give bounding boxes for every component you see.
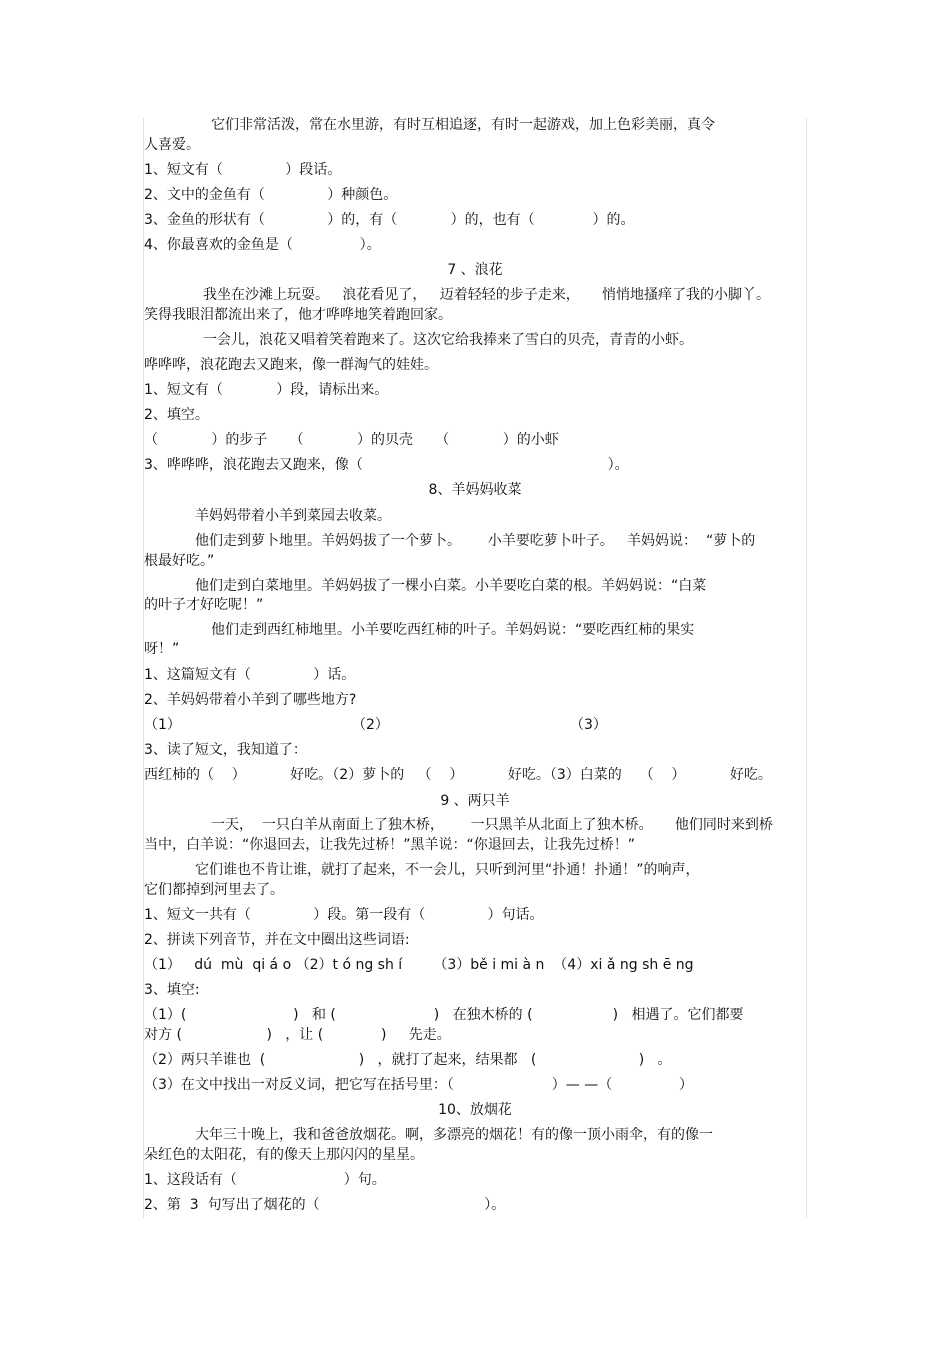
fill-in-1-line-1: （1）( ) 和 ( ) 在独木桥的 ( ) 相遇了。它们都要 <box>144 1007 744 1023</box>
sheep-passage-line-2: 他们走到萝卜地里。羊妈妈拔了一个萝卜。 小羊要吃萝卜叶子。 羊妈妈说： “萝卜的 <box>195 533 756 549</box>
fill-in-2: （2）两只羊谁也 ( ) ，就打了起来，结果都 ( ) 。 <box>144 1052 672 1068</box>
question-2: 2、文中的金鱼有（ ）种颜色。 <box>144 187 398 203</box>
fill-in-row: （ ）的步子 （ ）的贝壳 （ ）的小虾 <box>144 432 559 448</box>
fill-in-3: （3）在文中找出一对反义词，把它写在括号里：（ ）— —（ ） <box>144 1077 694 1093</box>
fireworks-passage-line-1: 大年三十晚上，我和爸爸放烟花。啊，多漂亮的烟花！有的像一顶小雨伞，有的像一 <box>195 1127 713 1143</box>
question-3: 3、读了短文，我知道了： <box>144 742 307 758</box>
answer-slot-2: （2） <box>352 717 389 733</box>
waves-passage-line-4: 哗哗哗，浪花跑去又跑来，像一群淘气的娃娃。 <box>144 357 438 373</box>
two-sheep-passage-line-4: 它们都掉到河里去了。 <box>144 882 284 898</box>
question-2: 2、第 3 句写出了烟花的（ ）。 <box>144 1197 506 1213</box>
question-1: 1、这段话有（ ）句。 <box>144 1172 386 1188</box>
fill-in-1-line-2: 对方 ( ) ，让 ( ) 先走。 <box>144 1027 451 1043</box>
goldfish-passage-line-2: 人喜爱。 <box>144 137 200 153</box>
sheep-passage-line-7: 呀！” <box>144 641 180 657</box>
sheep-passage-line-5: 的叶子才好吃呢！” <box>144 597 264 613</box>
question-2: 2、填空。 <box>144 407 209 423</box>
question-3: 3、哗哗哗，浪花跑去又跑来，像（ ）。 <box>144 457 629 473</box>
question-3: 3、填空: <box>144 982 200 998</box>
sheep-passage-line-6: 他们走到西红柿地里。小羊要吃西红柿的叶子。羊妈妈说：“要吃西红柿的果实 <box>211 622 695 638</box>
fireworks-passage-line-2: 朵红色的太阳花，有的像天上那闪闪的星星。 <box>144 1147 424 1163</box>
question-4: 4、你最喜欢的金鱼是（ ）。 <box>144 237 381 253</box>
goldfish-passage-line-1: 它们非常活泼，常在水里游，有时互相追逐，有时一起游戏，加上色彩美丽，真令 <box>211 117 715 133</box>
section-title-10: 10、放烟花 <box>438 1102 512 1118</box>
sheep-passage-line-1: 羊妈妈带着小羊到菜园去收菜。 <box>195 508 391 524</box>
question-1: 1、短文一共有（ ）段。第一段有（ ）句话。 <box>144 907 544 923</box>
two-sheep-passage-line-1: 一天， 一只白羊从南面上了独木桥， 一只黑羊从北面上了独木桥。 他们同时来到桥 <box>211 817 773 833</box>
section-title-7: 7 、浪花 <box>447 262 503 278</box>
sheep-passage-line-3: 根最好吃。” <box>144 553 215 569</box>
question-1: 1、这篇短文有（ ）话。 <box>144 667 356 683</box>
question-1: 1、短文有（ ）段，请标出来。 <box>144 382 389 398</box>
question-2: 2、羊妈妈带着小羊到了哪些地方? <box>144 692 357 708</box>
two-sheep-passage-line-2: 当中，白羊说：“你退回去，让我先过桥！”黑羊说：“你退回去，让我先过桥！” <box>144 837 636 853</box>
right-margin-rule <box>806 118 807 1218</box>
section-title-8: 8、羊妈妈收菜 <box>428 482 522 498</box>
question-1: 1、短文有（ ）段话。 <box>144 162 342 178</box>
question-3: 3、金鱼的形状有（ ）的，有（ ）的，也有（ ）的。 <box>144 212 635 228</box>
waves-passage-line-1: 我坐在沙滩上玩耍。 浪花看见了， 迈着轻轻的步子走来， 悄悄地搔痒了我的小脚丫。 <box>203 287 770 303</box>
waves-passage-line-2: 笑得我眼泪都流出来了，他才哗哗地笑着跑回家。 <box>144 307 452 323</box>
answer-slot-3: （3） <box>570 717 607 733</box>
section-title-9: 9 、两只羊 <box>440 793 510 809</box>
question-2: 2、拼读下列音节，并在文中圈出这些词语: <box>144 932 410 948</box>
sheep-passage-line-4: 他们走到白菜地里。羊妈妈拔了一棵小白菜。小羊要吃白菜的根。羊妈妈说：“白菜 <box>195 578 707 594</box>
two-sheep-passage-line-3: 它们谁也不肯让谁，就打了起来，不一会儿，只听到河里“扑通！扑通！”的响声， <box>195 862 700 878</box>
fill-in-row: 西红柿的（ ） 好吃。（2）萝卜的 （ ） 好吃。（3）白菜的 （ ） 好吃。 <box>144 767 772 783</box>
pinyin-row: （1） dú mù qi á o （2）t ó ng sh í （3）bě i mi à n （4）xi ǎ ng sh ē ng <box>144 957 694 973</box>
answer-slot-1: （1） <box>144 717 181 733</box>
waves-passage-line-3: 一会儿，浪花又唱着笑着跑来了。这次它给我捧来了雪白的贝壳，青青的小虾。 <box>203 332 693 348</box>
